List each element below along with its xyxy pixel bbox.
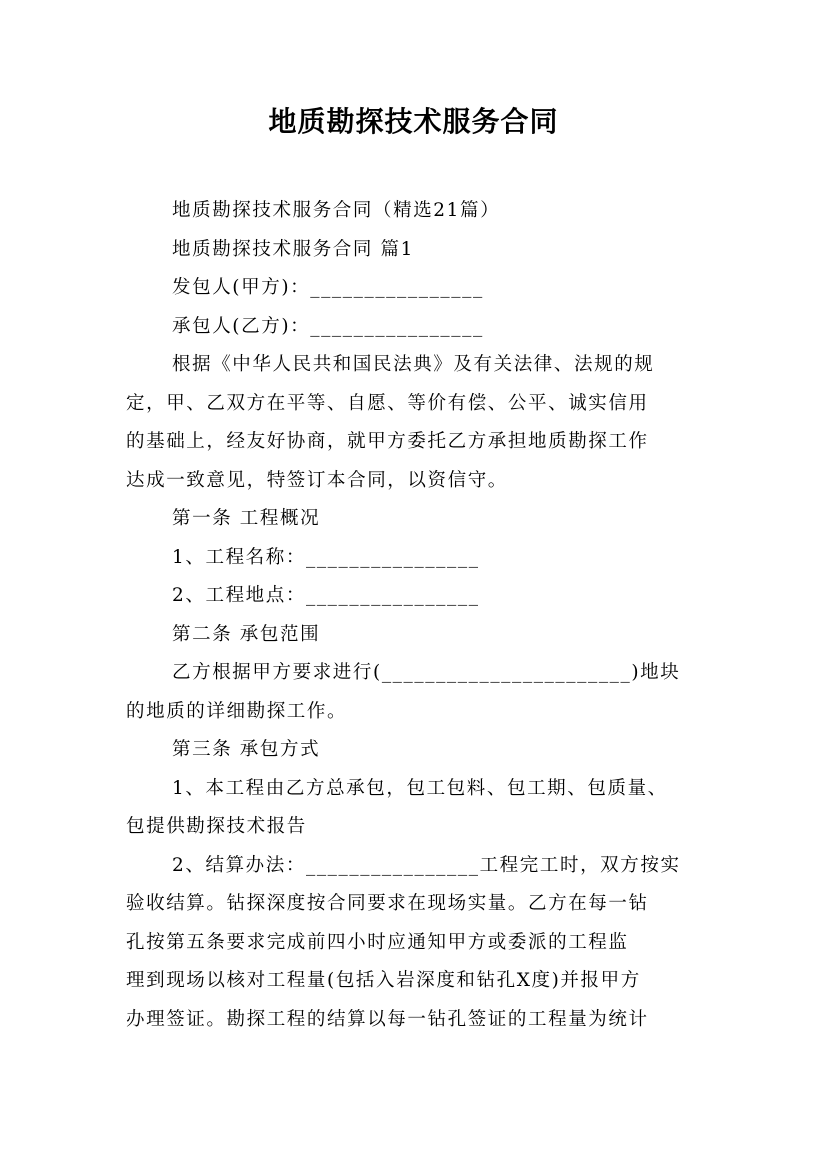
text-line: 2、工程地点：________________ (172, 585, 480, 606)
text-line: 地质勘探技术服务合同（精选21篇） (172, 200, 501, 221)
text-line: 验收结算。钻探深度按合同要求在现场实量。乙方在每一钻 (126, 893, 649, 914)
text-line: 发包人(甲方)：________________ (172, 277, 484, 298)
text-line: 达成一致意见，特签订本合同，以资信守。 (126, 469, 508, 491)
text-line: 的基础上，经友好协商，就甲方委托乙方承担地质勘探工作 (126, 431, 649, 452)
text-line: 的地质的详细勘探工作。 (126, 700, 348, 722)
text-line: 办理签证。勘探工程的结算以每一钻孔签证的工程量为统计 (126, 1008, 649, 1030)
text-line: 承包人(乙方)：________________ (172, 315, 484, 337)
text-line: 定，甲、乙双方在平等、自愿、等价有偿、公平、诚实信用 (126, 392, 649, 414)
document-title: 地质勘探技术服务合同 (268, 105, 559, 138)
text-line: 孔按第五条要求完成前四小时应通知甲方或委派的工程监 (126, 931, 629, 953)
section-heading: 第三条 承包方式 (172, 739, 321, 760)
section-heading: 第一条 工程概况 (172, 508, 321, 529)
text-line: 1、本工程由乙方总承包，包工包料、包工期、包质量、 (172, 777, 668, 799)
text-line: 2、结算办法：________________工程完工时，双方按实 (172, 854, 681, 876)
text-line: 乙方根据甲方要求进行(_______________________)地块 (172, 662, 681, 683)
text-line: 地质勘探技术服务合同 篇1 (172, 238, 414, 260)
text-line: 根据《中华人民共和国民法典》及有关法律、法规的规 (172, 354, 655, 375)
document-body (126, 192, 706, 1039)
text-line: 理到现场以核对工程量(包括入岩深度和钻孔X度)并报甲方 (126, 970, 641, 991)
text-line: 1、工程名称：________________ (172, 546, 480, 568)
section-heading: 第二条 承包范围 (172, 623, 321, 645)
text-line: 包提供勘探技术报告 (126, 816, 307, 837)
